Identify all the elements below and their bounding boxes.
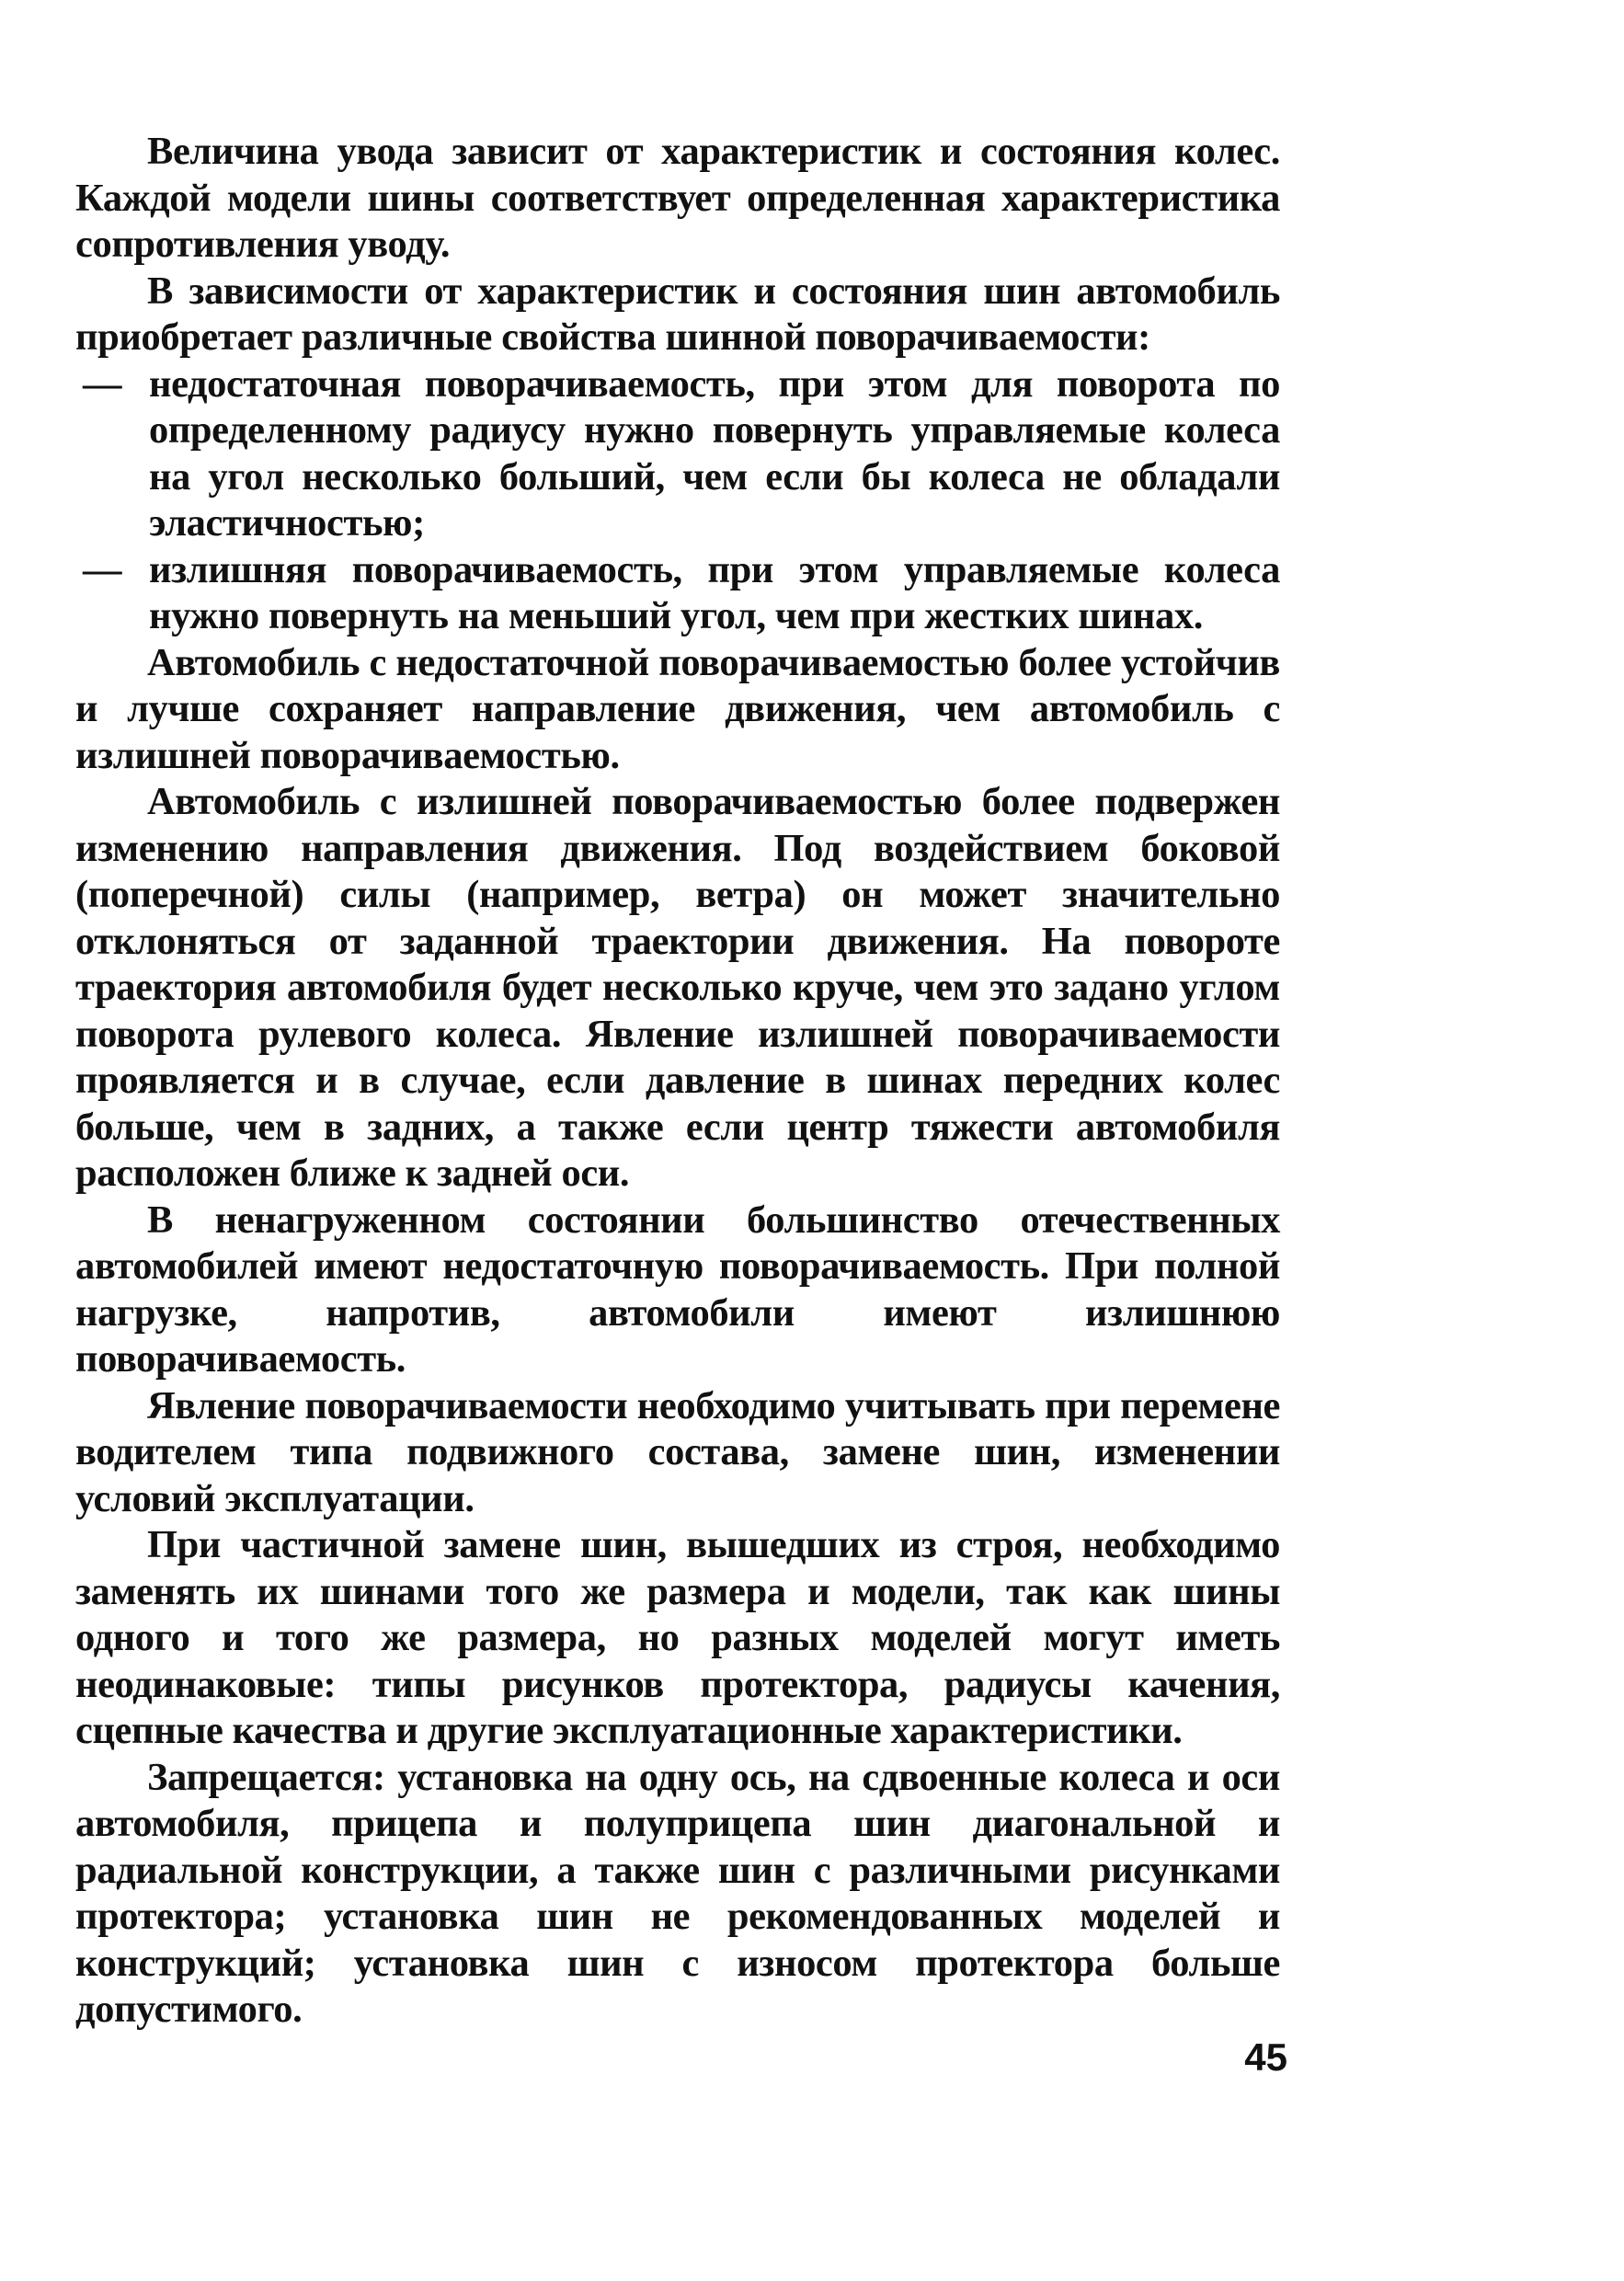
page-number: 45 <box>1244 2035 1287 2079</box>
steering-types-list <box>75 361 1280 640</box>
list-item-understeer <box>75 361 1280 547</box>
paragraph-driver-considerations: Явление поворачиваемости необходимо учитывать при перемене водителем типа подвижного состава, замене шин, изменении условий эксплуатации. <box>75 1383 1280 1520</box>
list-dash: — <box>83 361 122 406</box>
list-dash: — <box>83 547 122 591</box>
paragraph-partial-tire-replacement: При частичной замене шин, вышедших из строя, необходимо заменять их шинами того же размера и модели, так как шины одного и того же размера, но разных моделей могут иметь неодинаковые: типы рисунков протектора, радиусы качения, сцепные качества и другие эксплуатационные характеристики. <box>75 1523 1280 1752</box>
paragraph-understeer-stability: Автомобиль с недостаточной поворачиваемостью более устойчив и лучше сохраняет направление движения, чем автомобиль с излишней поворачиваемостью. <box>75 640 1280 777</box>
list-item-text: недостаточная поворачиваемость, при этом для поворота по определенному радиусу нужно повернуть управляемые колеса на угол несколько больший, чем если бы колеса не обладали эластичностью; <box>149 361 1280 544</box>
list-item-text: излишняя поворачиваемость, при этом управляемые колеса нужно повернуть на меньший угол, чем при жестких шинах. <box>149 547 1280 637</box>
list-item-oversteer <box>75 547 1280 640</box>
paragraph-load-state: В ненагруженном состоянии большинство отечественных автомобилей имеют недостаточную поворачиваемость. При полной нагрузке, напротив, автомобили имеют излишнюю поворачиваемость. <box>75 1198 1280 1381</box>
paragraph-slip-dependence: Величина увода зависит от характеристик и состояния колес. Каждой модели шины соответствует определенная характеристика сопротивления уводу. <box>75 130 1280 266</box>
paragraph-prohibitions: Запрещается: установка на одну ось, на сдвоенные колеса и оси автомобиля, прицепа и полуприцепа шин диагональной и радиальной конструкции, а также шин с различными рисунками протектора; установка шин не рекомендованных моделей и конструкций; установка шин с износом протектора больше допустимого. <box>75 1755 1280 2031</box>
paragraph-steering-properties-intro: В зависимости от характеристик и состояния шин автомобиль приобретает различные свойства шинной поворачиваемости: <box>75 269 1280 359</box>
page-body <box>75 129 1280 2034</box>
paragraph-oversteer-effects: Автомобиль с излишней поворачиваемостью более подвержен изменению направления движения. Под воздействием боковой (поперечной) силы (например, ветра) он может значительно отклоняться от заданной траектории движения. На повороте траектория автомобиля будет несколько круче, чем это задано углом поворота рулевого колеса. Явление излишней поворачиваемости проявляется и в случае, если давление в шинах передних колес больше, чем в задних, а также если центр тяжести автомобиля расположен ближе к задней оси. <box>75 780 1280 1195</box>
